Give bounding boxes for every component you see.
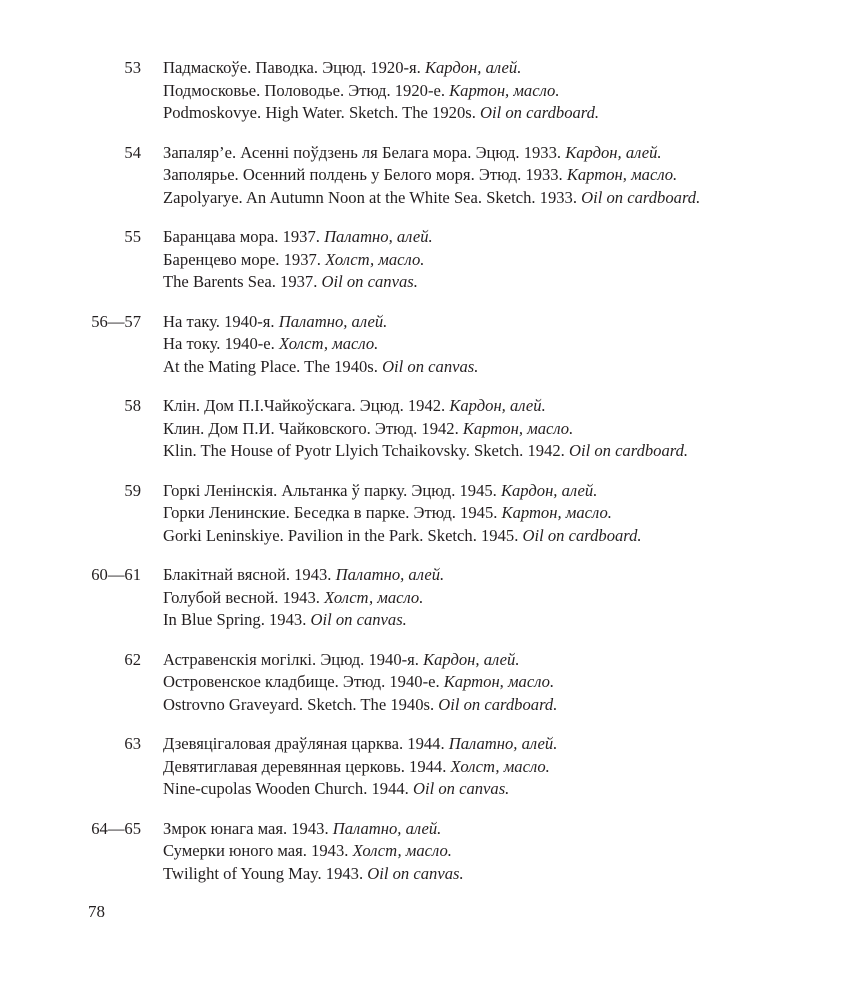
- plate-number: 63: [124, 734, 141, 753]
- caption-medium: Oil on cardboard.: [438, 694, 558, 714]
- caption-title: Gorki Leninskiye. Pavilion in the Park. Sketch. 1945.: [163, 525, 523, 545]
- caption-title: Падмаскоўе. Паводка. Эцюд. 1920-я.: [163, 58, 425, 77]
- caption-english: [163, 694, 557, 717]
- caption-title: Горкі Ленінскія. Альтанка ў парку. Эцюд. 1945.: [163, 480, 501, 500]
- caption-medium: Oil on cardboard.: [568, 441, 689, 460]
- caption-russian: [163, 333, 478, 356]
- caption-belarusian: [163, 649, 557, 672]
- caption-belarusian: [163, 57, 599, 80]
- catalogue-entry: [0, 226, 858, 294]
- caption-title: The Barents Sea. 1937.: [163, 272, 322, 291]
- plate-number: 56—57: [91, 311, 141, 331]
- plate-number: 62: [124, 649, 141, 669]
- plate-number: 54: [124, 142, 141, 162]
- caption-medium: Палатно, алей.: [448, 734, 558, 753]
- plate-number: 53: [124, 58, 141, 77]
- caption-medium: Холст, масло.: [450, 756, 550, 776]
- caption-title: Баранцава мора. 1937.: [163, 227, 325, 246]
- plate-number: 55: [124, 227, 141, 246]
- caption-russian: [163, 671, 557, 694]
- caption-title: На таку. 1940-я.: [163, 311, 279, 331]
- catalogue-entry: [0, 57, 858, 125]
- caption-english: [163, 271, 433, 294]
- caption-medium: Oil on canvas.: [412, 779, 510, 798]
- entry-captions: [163, 649, 557, 717]
- caption-title: На току. 1940-е.: [163, 334, 279, 353]
- caption-russian: [163, 418, 688, 441]
- caption-title: Twilight of Young May. 1943.: [163, 863, 368, 883]
- plate-number: 58: [124, 396, 141, 415]
- caption-medium: Картон, масло.: [443, 672, 555, 691]
- caption-english: [163, 778, 557, 801]
- entry-captions: [163, 57, 599, 125]
- caption-english: [163, 525, 642, 548]
- caption-medium: Oil on cardboard.: [522, 525, 642, 545]
- caption-medium: Палатно, алей.: [332, 818, 442, 838]
- entry-captions: [163, 142, 700, 210]
- caption-medium: Картон, масло.: [449, 80, 560, 100]
- caption-title: Змрок юнага мая. 1943.: [163, 818, 333, 838]
- caption-title: Горки Ленинские. Беседка в парке. Этюд. 1945.: [163, 503, 502, 522]
- caption-medium: Палатно, алей.: [278, 311, 388, 331]
- caption-russian: [163, 164, 700, 187]
- catalogue-entry: [0, 395, 858, 463]
- caption-russian: [163, 502, 642, 525]
- caption-medium: Oil on canvas.: [310, 610, 407, 629]
- caption-english: [163, 440, 688, 463]
- caption-medium: Палатно, алей.: [335, 565, 445, 584]
- caption-medium: Кардон, алей.: [424, 58, 522, 77]
- catalogue-entry: [0, 142, 858, 210]
- caption-title: Голубой весной. 1943.: [163, 587, 325, 607]
- caption-russian: [163, 249, 433, 272]
- caption-title: Астравенскія могілкі. Эцюд. 1940-я.: [163, 649, 424, 669]
- caption-title: At the Mating Place. The 1940s.: [163, 356, 383, 376]
- caption-belarusian: [163, 311, 478, 334]
- page-number: 78: [88, 902, 105, 921]
- caption-title: Островенское кладбище. Этюд. 1940-е.: [163, 672, 444, 691]
- caption-title: Klin. The House of Pyotr Llyich Tchaikovsky. Sketch. 1942.: [163, 441, 569, 460]
- caption-title: Заполярье. Осенний полдень у Белого моря. Этюд. 1933.: [163, 165, 567, 184]
- caption-belarusian: [163, 142, 700, 165]
- caption-russian: [163, 587, 444, 610]
- entry-captions: [163, 311, 478, 379]
- caption-medium: Кардон, алей.: [449, 396, 546, 415]
- entry-captions: [163, 226, 433, 294]
- catalogue-list: [0, 57, 858, 902]
- caption-title: Nine-cupolas Wooden Church. 1944.: [163, 779, 413, 798]
- caption-title: In Blue Spring. 1943.: [163, 610, 311, 629]
- caption-title: Дзевяцігаловая драўляная царква. 1944.: [163, 734, 449, 753]
- caption-belarusian: [163, 226, 433, 249]
- caption-belarusian: [163, 564, 444, 587]
- caption-medium: Кардон, алей.: [500, 480, 598, 500]
- caption-russian: [163, 840, 464, 863]
- caption-title: Zapolyarye. An Autumn Noon at the White Sea. Sketch. 1933.: [163, 187, 582, 207]
- caption-title: Девятиглавая деревянная церковь. 1944.: [163, 756, 451, 776]
- entry-captions: [163, 733, 557, 801]
- caption-medium: Oil on canvas.: [321, 272, 418, 291]
- caption-medium: Картон, масло.: [566, 165, 678, 184]
- catalogue-entry: [0, 649, 858, 717]
- caption-english: [163, 609, 444, 632]
- caption-english: [163, 187, 700, 210]
- caption-english: [163, 102, 599, 125]
- caption-medium: Картон, масло.: [501, 503, 612, 522]
- entry-captions: [163, 818, 464, 886]
- caption-title: Запаляр’е. Асенні поўдзень ля Белага мора. Эцюд. 1933.: [163, 142, 566, 162]
- caption-medium: Холст, масло.: [352, 841, 452, 860]
- caption-title: Сумерки юного мая. 1943.: [163, 841, 353, 860]
- caption-medium: Кардон, алей.: [565, 142, 662, 162]
- caption-medium: Холст, масло.: [278, 334, 379, 353]
- caption-medium: Палатно, алей.: [324, 227, 433, 246]
- catalogue-entry: [0, 564, 858, 632]
- caption-russian: [163, 80, 599, 103]
- caption-title: Ostrovno Graveyard. Sketch. The 1940s.: [163, 694, 439, 714]
- caption-title: Баренцево море. 1937.: [163, 249, 326, 269]
- entry-captions: [163, 564, 444, 632]
- caption-belarusian: [163, 733, 557, 756]
- caption-title: Клін. Дом П.І.Чайкоўскага. Эцюд. 1942.: [163, 396, 450, 415]
- catalogue-entry: [0, 818, 858, 886]
- caption-russian: [163, 756, 557, 779]
- catalogue-entry: [0, 733, 858, 801]
- plate-number: 64—65: [91, 818, 141, 838]
- entry-captions: [163, 395, 688, 463]
- caption-belarusian: [163, 818, 464, 841]
- plate-number: 59: [124, 480, 141, 500]
- caption-medium: Холст, масло.: [324, 587, 424, 607]
- caption-medium: Oil on cardboard.: [480, 103, 600, 122]
- catalogue-entry: [0, 311, 858, 379]
- caption-medium: Холст, масло.: [325, 249, 425, 269]
- plate-number: 60—61: [91, 565, 141, 584]
- catalogue-entry: [0, 480, 858, 548]
- caption-english: [163, 356, 478, 379]
- caption-medium: Картон, масло.: [462, 418, 574, 438]
- caption-belarusian: [163, 395, 688, 418]
- caption-medium: Oil on cardboard.: [581, 187, 701, 207]
- caption-medium: Oil on canvas.: [382, 356, 479, 376]
- caption-belarusian: [163, 480, 642, 503]
- caption-title: Подмосковье. Половодье. Этюд. 1920-е.: [163, 80, 450, 100]
- caption-title: Podmoskovye. High Water. Sketch. The 1920s.: [163, 103, 480, 122]
- caption-title: Блакітнай вясной. 1943.: [163, 565, 336, 584]
- caption-medium: Oil on canvas.: [367, 863, 464, 883]
- entry-captions: [163, 480, 642, 548]
- caption-title: Клин. Дом П.И. Чайковского. Этюд. 1942.: [163, 418, 463, 438]
- caption-english: [163, 863, 464, 886]
- caption-medium: Кардон, алей.: [423, 649, 520, 669]
